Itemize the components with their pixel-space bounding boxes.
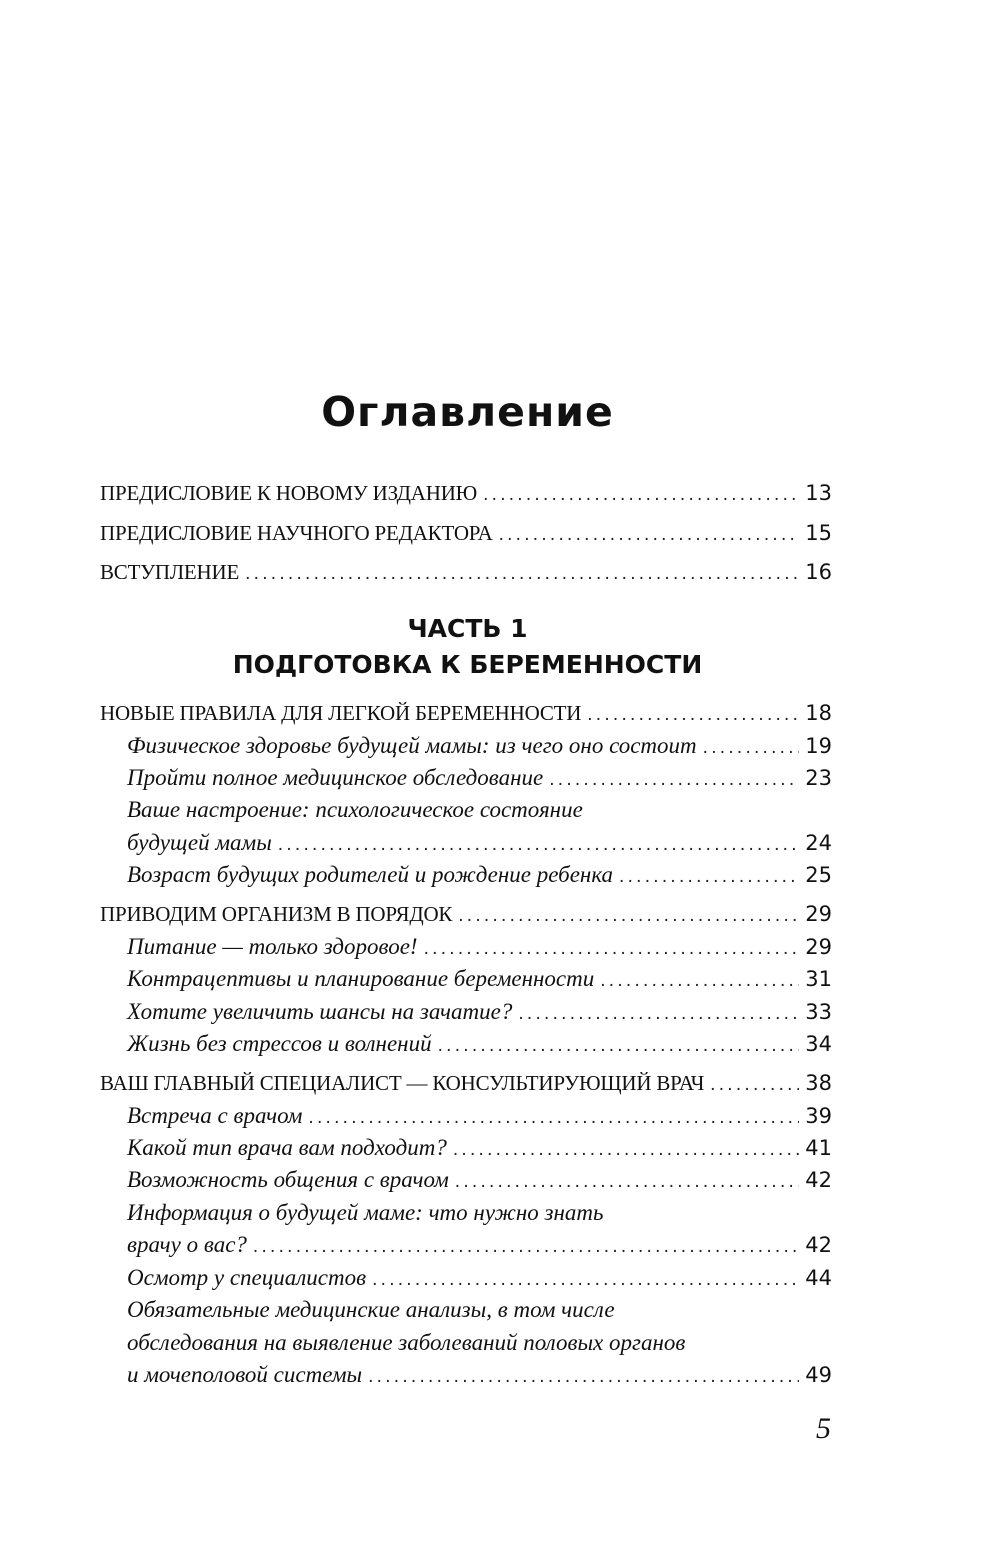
toc-chapter-new-rules[interactable] xyxy=(100,700,832,730)
toc-leader-dots xyxy=(581,702,799,728)
toc-section-communication[interactable] xyxy=(127,1167,832,1197)
toc-entry-page: 31 xyxy=(805,967,832,991)
toc-leader-dots xyxy=(239,561,799,587)
toc-entry-page: 42 xyxy=(805,1168,832,1192)
toc-section-no-stress[interactable] xyxy=(127,1031,832,1061)
toc-section-analyses-line3[interactable] xyxy=(127,1362,832,1392)
toc-leader-dots xyxy=(302,1105,799,1131)
toc-entry-title: Питание — только здоровое! xyxy=(127,934,418,959)
toc-section-conception[interactable] xyxy=(127,999,832,1029)
toc-entry-page: 29 xyxy=(805,902,832,926)
toc-leader-dots xyxy=(512,1001,799,1027)
page-number: 5 xyxy=(816,1412,831,1445)
toc-entry-page: 19 xyxy=(805,734,832,758)
toc-leader-dots xyxy=(704,1072,799,1098)
toc-entry-title: будущей мамы xyxy=(127,830,272,855)
toc-leader-dots xyxy=(432,1033,800,1059)
toc-entry-page: 15 xyxy=(805,521,832,545)
toc-chapter-body-order[interactable] xyxy=(100,901,832,931)
toc-entry-title: Встреча с врачом xyxy=(127,1103,303,1128)
toc-entry-page: 24 xyxy=(805,831,832,855)
toc-leader-dots xyxy=(493,522,800,548)
toc-entry-page: 13 xyxy=(805,481,832,505)
toc-entry-title: Контрацептивы и планирование беременности xyxy=(127,966,595,991)
toc-entry-title: Жизнь без стрессов и волнений xyxy=(127,1031,432,1056)
toc-entry-title: Обязательные медицинские анализы, в том числе xyxy=(127,1297,615,1322)
toc-entry-page: 42 xyxy=(805,1233,832,1257)
toc-section-nutrition[interactable] xyxy=(127,934,832,964)
toc-entry-page: 23 xyxy=(805,766,832,790)
toc-chapter-main-specialist[interactable] xyxy=(100,1070,832,1100)
toc-leader-dots xyxy=(447,1137,799,1163)
toc-entry-page: 16 xyxy=(805,560,832,584)
toc-leader-dots xyxy=(247,1234,799,1260)
toc-entry-page: 33 xyxy=(805,1000,832,1024)
toc-section-physical-health[interactable] xyxy=(127,733,832,763)
toc-section-parents-age[interactable] xyxy=(127,862,832,892)
toc-section-specialists[interactable] xyxy=(127,1265,832,1295)
toc-entry-title: врачу о вас? xyxy=(127,1232,247,1257)
part-number: ЧАСТЬ 1 xyxy=(407,614,528,643)
toc-entry-title: ПРЕДИСЛОВИЕ НАУЧНОГО РЕДАКТОРА xyxy=(100,521,493,545)
toc-section-analyses-line1[interactable] xyxy=(127,1297,832,1327)
toc-section-doctor-type[interactable] xyxy=(127,1135,832,1165)
toc-leader-dots xyxy=(452,903,799,929)
toc-leader-dots xyxy=(418,936,800,962)
toc-entry-page: 44 xyxy=(805,1266,832,1290)
toc-leader-dots xyxy=(362,1364,799,1390)
toc-entry-page: 25 xyxy=(805,863,832,887)
toc-section-meeting-doctor[interactable] xyxy=(127,1103,832,1133)
toc-entry-page: 39 xyxy=(805,1104,832,1128)
toc-entry-title: ВАШ ГЛАВНЫЙ СПЕЦИАЛИСТ — КОНСУЛЬТИРУЮЩИЙ ВРАЧ xyxy=(100,1071,705,1095)
toc-leader-dots xyxy=(272,832,799,858)
toc-section-mood-line2[interactable] xyxy=(127,830,832,860)
toc-entry-title: ПРИВОДИМ ОРГАНИЗМ В ПОРЯДОК xyxy=(100,902,453,926)
toc-leader-dots xyxy=(449,1169,800,1195)
toc-entry-title: Хотите увеличить шансы на зачатие? xyxy=(127,999,513,1024)
toc-leader-dots xyxy=(594,968,799,994)
toc-entry-title: ПРЕДИСЛОВИЕ К НОВОМУ ИЗДАНИЮ xyxy=(100,481,478,505)
toc-entry-title: Пройти полное медицинское обследование xyxy=(127,765,544,790)
toc-section-info-line2[interactable] xyxy=(127,1232,832,1262)
toc-entry-page: 18 xyxy=(805,701,832,725)
toc-entry-title: НОВЫЕ ПРАВИЛА ДЛЯ ЛЕГКОЙ БЕРЕМЕННОСТИ xyxy=(100,701,582,725)
toc-entry-foreword-new-edition[interactable] xyxy=(100,480,832,510)
toc-leader-dots xyxy=(366,1267,799,1293)
toc-leader-dots xyxy=(697,735,800,761)
toc-section-mood-line1[interactable] xyxy=(127,797,832,827)
toc-entry-title: обследования на выявление заболеваний половых органов xyxy=(127,1330,686,1355)
toc-entry-page: 29 xyxy=(805,935,832,959)
part-title: ПОДГОТОВКА К БЕРЕМЕННОСТИ xyxy=(232,650,703,679)
toc-entry-title: ВСТУПЛЕНИЕ xyxy=(100,560,240,584)
toc-entry-page: 49 xyxy=(805,1363,832,1387)
toc-entry-title: Физическое здоровье будущей мамы: из чего оно состоит xyxy=(127,733,697,758)
toc-entry-title: Осмотр у специалистов xyxy=(127,1265,367,1290)
toc-entry-title: Ваше настроение: психологическое состояние xyxy=(127,797,583,822)
toc-entry-title: и мочеполовой системы xyxy=(127,1362,363,1387)
toc-entry-page: 38 xyxy=(805,1071,832,1095)
toc-section-analyses-line2[interactable] xyxy=(127,1330,832,1360)
toc-section-medical-exam[interactable] xyxy=(127,765,832,795)
toc-entry-page: 34 xyxy=(805,1032,832,1056)
toc-leader-dots xyxy=(477,482,799,508)
toc-title: Оглавление xyxy=(321,388,614,436)
toc-section-info-line1[interactable] xyxy=(127,1200,832,1230)
toc-entry-title: Какой тип врача вам подходит? xyxy=(127,1135,447,1160)
toc-entry-foreword-editor[interactable] xyxy=(100,520,832,550)
toc-entry-title: Возможность общения с врачом xyxy=(127,1167,449,1192)
toc-leader-dots xyxy=(543,767,799,793)
toc-section-contraceptives[interactable] xyxy=(127,966,832,996)
toc-entry-title: Возраст будущих родителей и рождение ребенка xyxy=(127,862,614,887)
toc-entry-page: 41 xyxy=(805,1136,832,1160)
toc-leader-dots xyxy=(613,864,799,890)
toc-entry-title: Информация о будущей маме: что нужно знать xyxy=(127,1200,604,1225)
toc-entry-introduction[interactable] xyxy=(100,559,832,589)
